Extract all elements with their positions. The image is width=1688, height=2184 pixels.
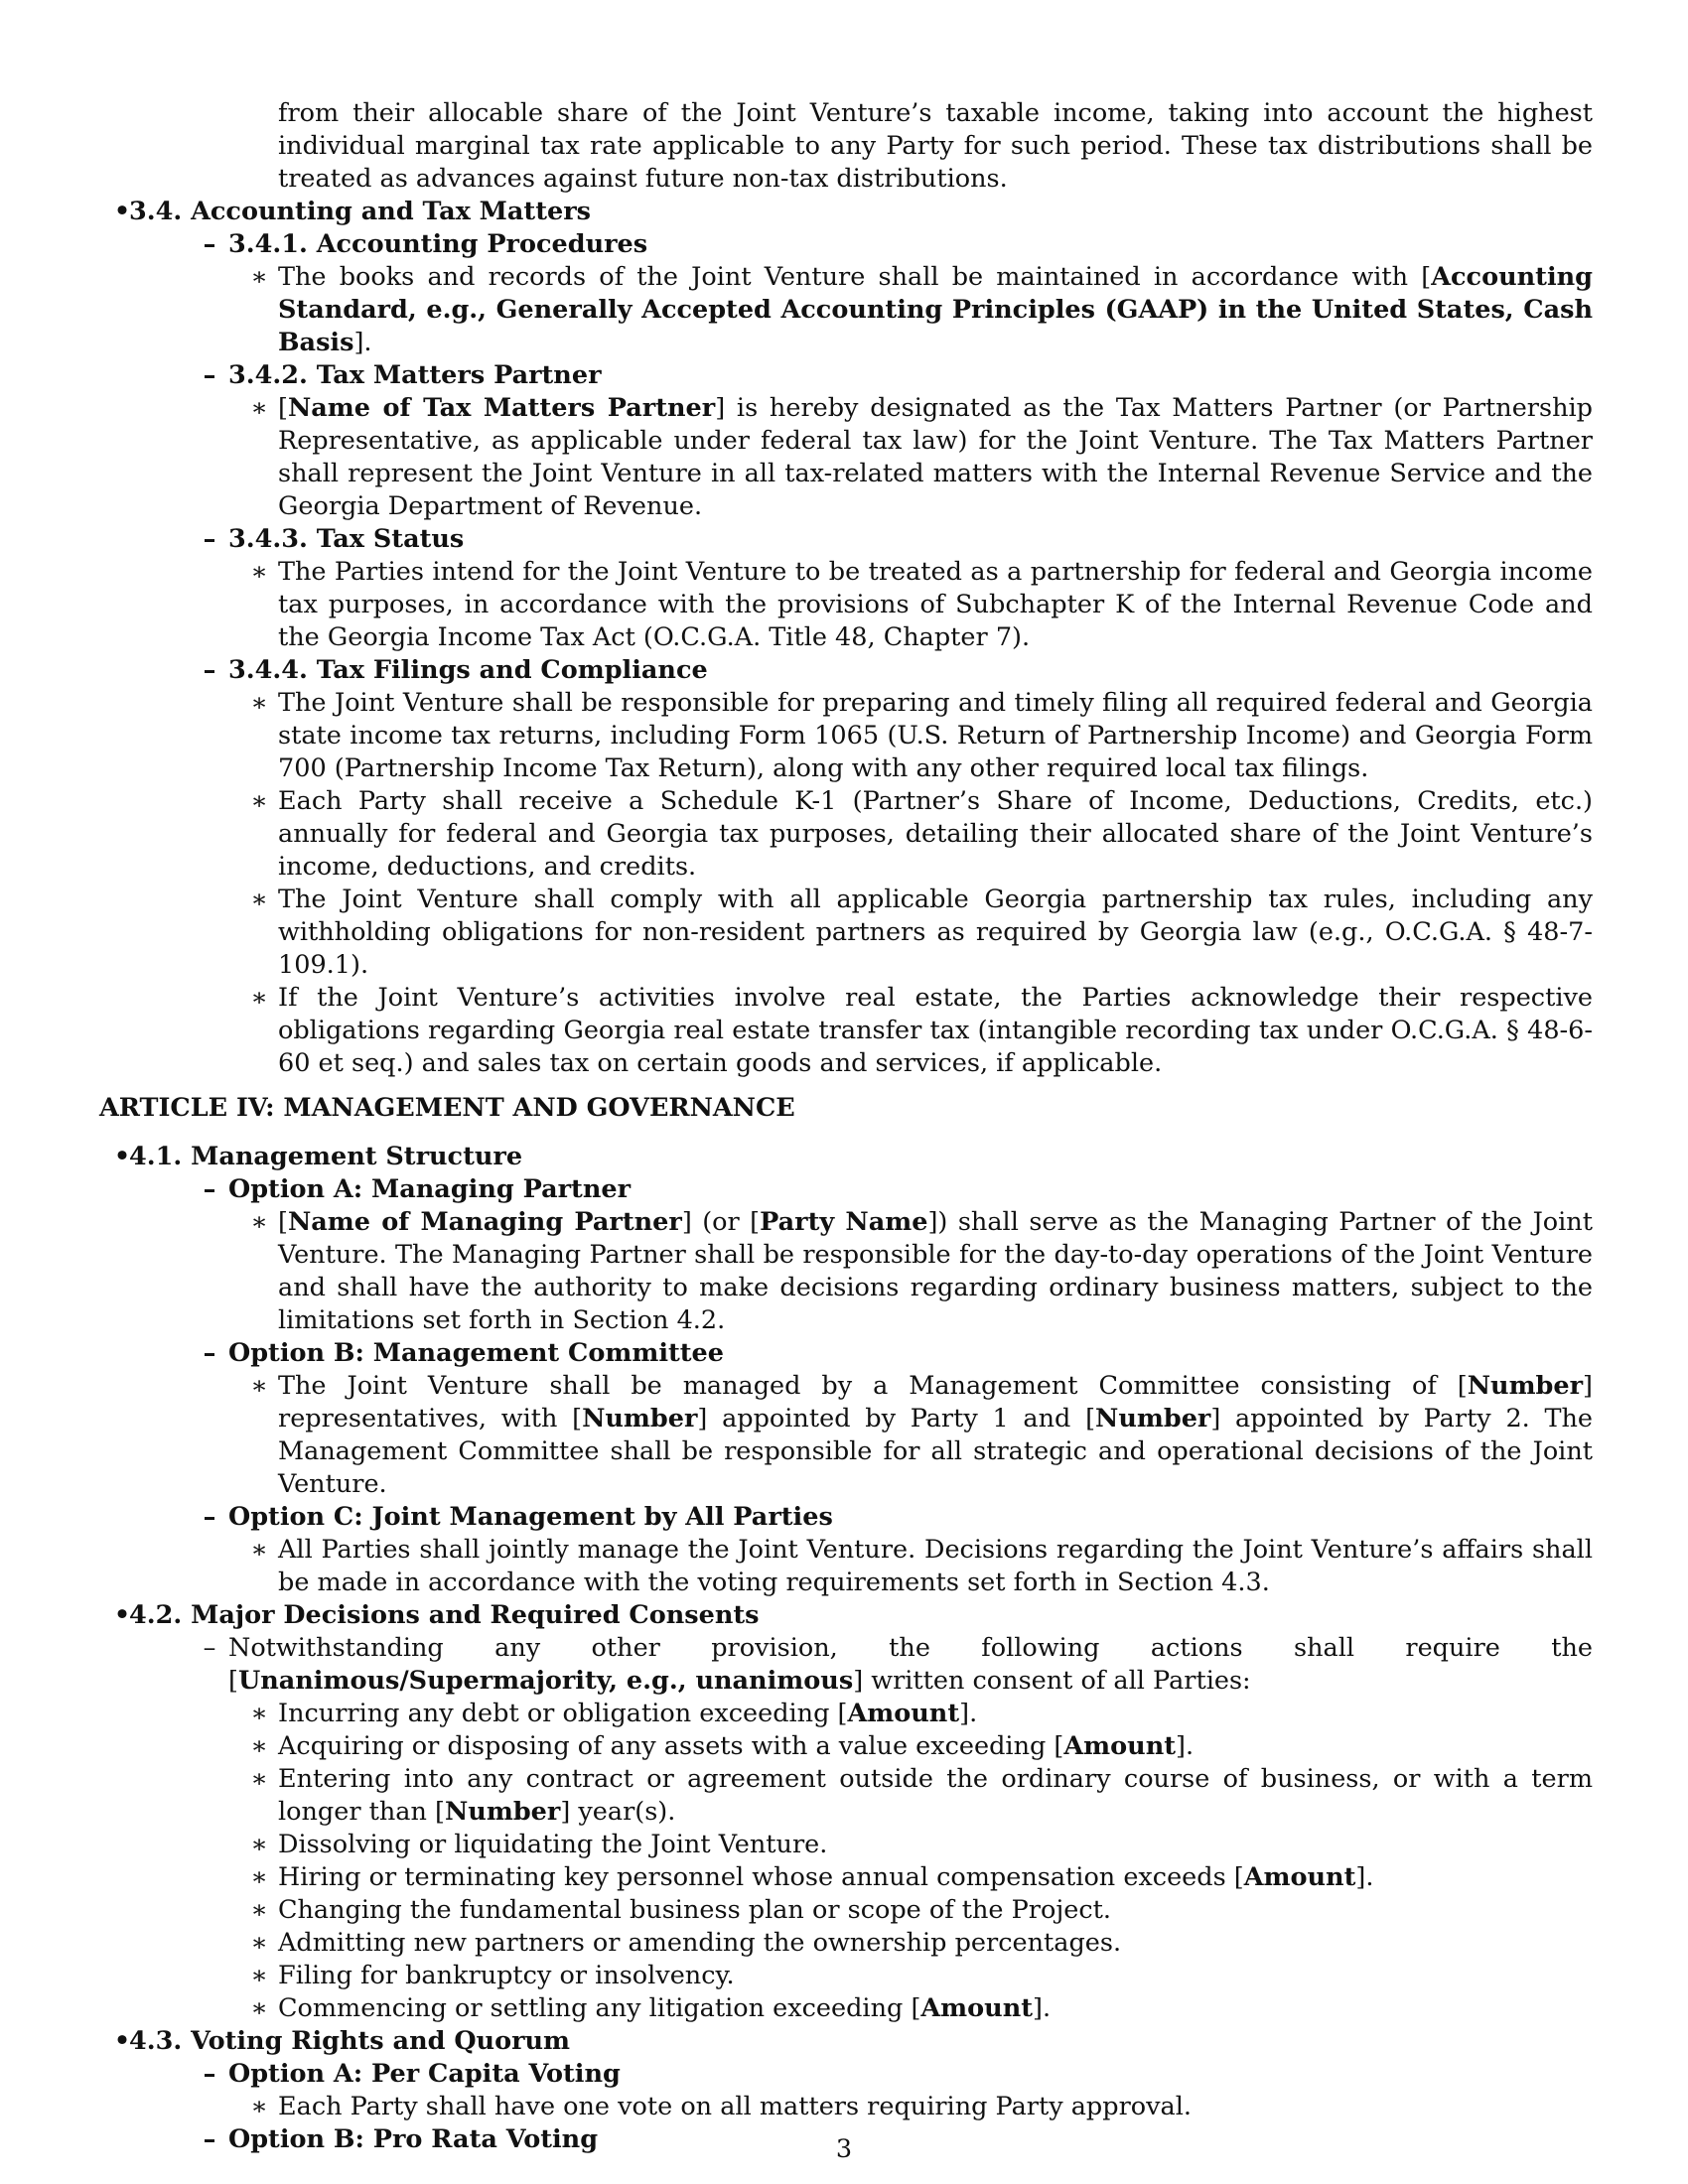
option-c-heading: – Option C: Joint Management by All Parties [99, 1501, 1593, 1534]
dash-marker: – [203, 360, 216, 390]
bullet-marker: • [113, 1600, 131, 1630]
section-3-4-1-text: ∗ The books and records of the Joint Venture shall be maintained in accordance with [Accounting Standard, e.g., Generally Accepted Accounting Principles (GAAP) in the United States, Cash Basis]. [99, 261, 1593, 359]
list-item: ∗ Filing for bankruptcy or insolvency. [99, 1960, 1593, 1992]
list-item: ∗ Acquiring or disposing of any assets with a value exceeding [Amount]. [99, 1730, 1593, 1763]
dash-marker: – [203, 229, 216, 259]
page-number: 3 [835, 2134, 853, 2164]
list-item: ∗ Dissolving or liquidating the Joint Venture. [99, 1829, 1593, 1861]
bullet-marker: • [113, 1142, 131, 1171]
section-4-2-heading: • 4.2. Major Decisions and Required Consents [99, 1599, 1593, 1632]
dash-marker: – [203, 1338, 216, 1368]
section-3-4-3-heading: – 3.4.3. Tax Status [99, 523, 1593, 556]
star-marker: ∗ [250, 1993, 268, 2023]
section-4-1-heading: • 4.1. Management Structure [99, 1141, 1593, 1173]
star-marker: ∗ [250, 1699, 268, 1728]
section-3-4-1-heading: – 3.4.1. Accounting Procedures [99, 228, 1593, 261]
dash-marker: – [203, 1633, 216, 1663]
section-3-4-2-text: ∗ [Name of Tax Matters Partner] is hereby designated as the Tax Matters Partner (or Partnership Representative, as applicable under federal tax law) for the Joint Venture. The Tax Matters Partner shall represent the Joint Venture in all tax-related matters with the Internal Revenue Service and the Georgia Department of Revenue. [99, 392, 1593, 523]
bullet-marker: • [113, 2026, 131, 2056]
dash-marker: – [203, 2124, 216, 2154]
star-marker: ∗ [250, 557, 268, 587]
list-item: ∗ Each Party shall receive a Schedule K-1 (Partner’s Share of Income, Deductions, Credits, etc.) annually for federal and Georgia tax purposes, detailing their allocated share of the Joint Venture’s income, deductions, and credits. [99, 785, 1593, 884]
star-marker: ∗ [250, 1764, 268, 1794]
article-heading: ARTICLE IV: MANAGEMENT AND GOVERNANCE [99, 1093, 795, 1123]
section-3-4-2-heading: – 3.4.2. Tax Matters Partner [99, 359, 1593, 392]
list-item: ∗ The Joint Venture shall comply with all applicable Georgia partnership tax rules, including any withholding obligations for non-resident partners as required by Georgia law (e.g., O.C.G.A. § 48-7-109.1). [99, 884, 1593, 982]
option-b-heading: – Option B: Management Committee [99, 1337, 1593, 1370]
star-marker: ∗ [250, 786, 268, 816]
dash-marker: – [203, 1502, 216, 1532]
star-marker: ∗ [250, 393, 268, 423]
star-marker: ∗ [250, 1207, 268, 1237]
star-marker: ∗ [250, 262, 268, 292]
section-4-2-intro: – Notwithstanding any other provision, the following actions shall require the [Unanimous/Supermajority, e.g., unanimous] written consent of all Parties: [99, 1632, 1593, 1698]
list-item: ∗ The Joint Venture shall be responsible for preparing and timely filing all required federal and Georgia state income tax returns, including Form 1065 (U.S. Return of Partnership Income) and Georgia Form 700 (Partnership Income Tax Return), along with any other required local tax filings. [99, 687, 1593, 785]
option-a-heading: – Option A: Managing Partner [99, 1173, 1593, 1206]
star-marker: ∗ [250, 688, 268, 718]
list-item: ∗ Entering into any contract or agreement outside the ordinary course of business, or with a term longer than [Number] year(s). [99, 1763, 1593, 1829]
section-3-4-3-text: ∗ The Parties intend for the Joint Venture to be treated as a partnership for federal and Georgia income tax purposes, in accordance with the provisions of Subchapter K of the Internal Revenue Code and the Georgia Income Tax Act (O.C.G.A. Title 48, Chapter 7). [99, 556, 1593, 654]
continuation-paragraph: from their allocable share of the Joint Venture’s taxable income, taking into account the highest individual marginal tax rate applicable to any Party for such period. These tax distributions shall be treated as advances against future non-tax distributions. [278, 98, 1593, 194]
star-marker: ∗ [250, 1928, 268, 1958]
dash-marker: – [203, 2059, 216, 2089]
star-marker: ∗ [250, 1830, 268, 1859]
dash-marker: – [203, 655, 216, 685]
star-marker: ∗ [250, 1371, 268, 1401]
dash-marker: – [203, 524, 216, 554]
list-item: ∗ If the Joint Venture’s activities involve real estate, the Parties acknowledge their respective obligations regarding Georgia real estate transfer tax (intangible recording tax under O.C.G.A. § 48-6-60 et seq.) and sales tax on certain goods and services, if applicable. [99, 982, 1593, 1080]
document-body [99, 97, 1593, 2156]
bullet-marker: • [113, 197, 131, 226]
voting-option-a-text: ∗ Each Party shall have one vote on all matters requiring Party approval. [99, 2091, 1593, 2123]
voting-option-a-heading: – Option A: Per Capita Voting [99, 2058, 1593, 2091]
option-b-text: ∗ The Joint Venture shall be managed by a Management Committee consisting of [Number] representatives, with [Number] appointed by Party 1 and [Number] appointed by Party 2. The Management Committee shall be responsible for all strategic and operational decisions of the Joint Venture. [99, 1370, 1593, 1501]
option-c-text: ∗ All Parties shall jointly manage the Joint Venture. Decisions regarding the Joint Venture’s affairs shall be made in accordance with the voting requirements set forth in Section 4.3. [99, 1534, 1593, 1599]
star-marker: ∗ [250, 2092, 268, 2121]
star-marker: ∗ [250, 1895, 268, 1925]
list-item: ∗ Incurring any debt or obligation exceeding [Amount]. [99, 1698, 1593, 1730]
dash-marker: – [203, 1174, 216, 1204]
option-a-text: ∗ [Name of Managing Partner] (or [Party Name]) shall serve as the Managing Partner of the Joint Venture. The Managing Partner shall be responsible for the day-to-day operations of the Joint Venture and shall have the authority to make decisions regarding ordinary business matters, subject to the limitations set forth in Section 4.2. [99, 1206, 1593, 1337]
list-item: ∗ Hiring or terminating key personnel whose annual compensation exceeds [Amount]. [99, 1861, 1593, 1894]
section-4-3-heading: • 4.3. Voting Rights and Quorum [99, 2025, 1593, 2058]
list-item: ∗ Commencing or settling any litigation exceeding [Amount]. [99, 1992, 1593, 2025]
section-3-4-4-heading: – 3.4.4. Tax Filings and Compliance [99, 654, 1593, 687]
list-item: ∗ Admitting new partners or amending the ownership percentages. [99, 1927, 1593, 1960]
star-marker: ∗ [250, 1535, 268, 1565]
voting-option-b-heading: – Option B: Pro Rata Voting [99, 2123, 1593, 2156]
star-marker: ∗ [250, 1731, 268, 1761]
star-marker: ∗ [250, 983, 268, 1013]
list-item: ∗ Changing the fundamental business plan or scope of the Project. [99, 1894, 1593, 1927]
section-3-4-heading: • 3.4. Accounting and Tax Matters [99, 196, 1593, 228]
star-marker: ∗ [250, 1862, 268, 1892]
star-marker: ∗ [250, 885, 268, 914]
star-marker: ∗ [250, 1961, 268, 1990]
